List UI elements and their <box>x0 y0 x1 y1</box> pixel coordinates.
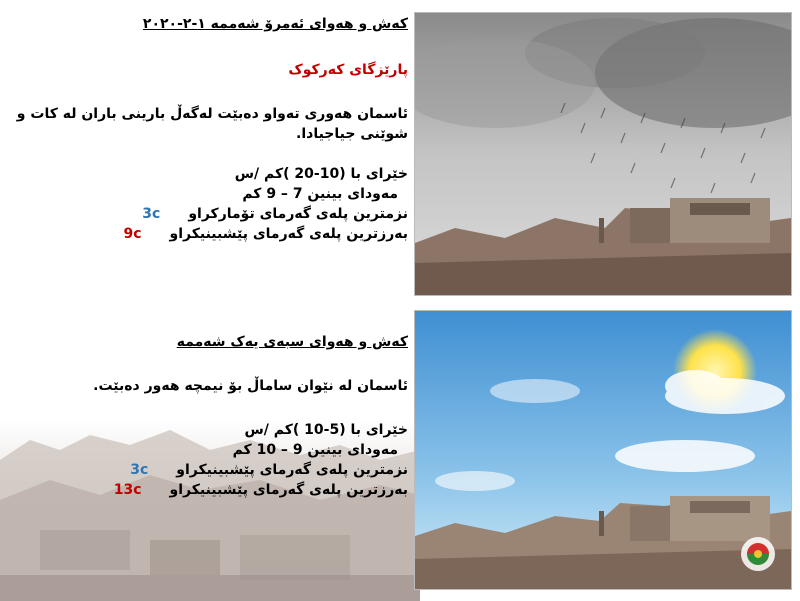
emblem-icon <box>739 535 777 573</box>
rainy-citadel-photo <box>414 12 792 296</box>
today-forecast <box>8 14 408 244</box>
sunny-citadel-photo <box>414 310 792 590</box>
tomorrow-min-row <box>8 460 408 480</box>
tomorrow-title: کەش و هەوای سبەی یەک شەممە <box>176 334 408 350</box>
today-visibility: مەودای بینین 7 – 9 کم <box>242 186 398 202</box>
today-min-label: نزمترین پلەی گەرمای تۆمارکراو <box>188 206 408 222</box>
tomorrow-visibility: مەودای بینین 9 – 10 کم <box>232 442 398 458</box>
today-max-label: بەرزترین پلەی گەرمای پێشبینیکراو <box>169 226 408 242</box>
today-description: ئاسمان هەوری تەواو دەبێت لەگەڵ بارینی باران لە کات و شوێنی جیاجیادا. <box>16 106 408 142</box>
tomorrow-description: ئاسمان لە نێوان ساماڵ بۆ نیمچە هەور دەبێت. <box>93 378 408 394</box>
tomorrow-min-label: نزمترین پلەی گەرمای پێشبینیکراو <box>176 462 408 478</box>
tomorrow-min-value: 3c <box>130 462 149 478</box>
tomorrow-max-row <box>8 480 408 500</box>
today-min-value: 3c <box>142 206 161 222</box>
location-name: پارێزگای کەرکوک <box>288 62 408 78</box>
tomorrow-forecast <box>8 332 408 500</box>
today-max-value: 9c <box>123 226 142 242</box>
today-max-row <box>8 224 408 244</box>
today-min-row <box>8 204 408 224</box>
today-wind: خێرای با (10-20 )کم /س <box>234 166 408 182</box>
tomorrow-max-label: بەرزترین پلەی گەرمای پێشبینیکراو <box>169 482 408 498</box>
tomorrow-wind: خێرای با (5-10 )کم /س <box>244 422 408 438</box>
today-title: کەش و هەوای ئەمرۆ شەممە ١-٢-٢٠٢٠ <box>142 16 408 32</box>
tomorrow-max-value: 13c <box>113 482 142 498</box>
